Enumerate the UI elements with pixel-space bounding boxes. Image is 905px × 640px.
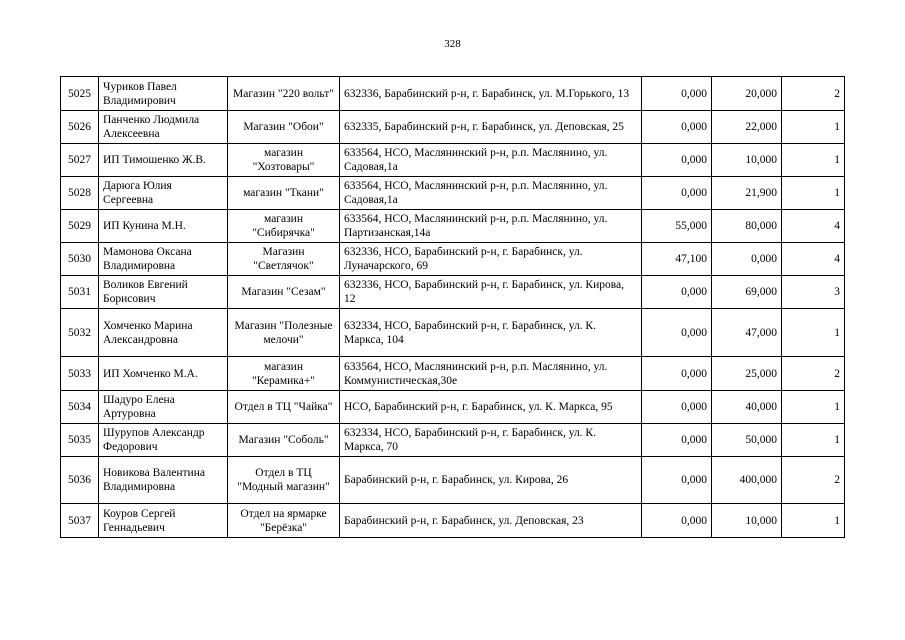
- page-number: 328: [444, 38, 461, 50]
- table-row: [61, 391, 845, 424]
- table-row: [61, 210, 845, 243]
- row-id: 5027: [61, 144, 99, 177]
- shop-name: магазин "Сибирячка": [228, 210, 340, 243]
- count: 2: [782, 457, 845, 504]
- shop-address: 632334, НСО, Барабинский р-н, г. Барабинск, ул. К. Маркса, 70: [340, 424, 642, 457]
- owner-name: ИП Тимошенко Ж.В.: [99, 144, 228, 177]
- value-1: 0,000: [642, 504, 712, 538]
- value-1: 55,000: [642, 210, 712, 243]
- shop-name: магазин "Хозтовары": [228, 144, 340, 177]
- shop-name: Отдел в ТЦ "Чайка": [228, 391, 340, 424]
- owner-name: Дарюга Юлия Сергеевна: [99, 177, 228, 210]
- shop-address: 632336, НСО, Барабинский р-н, г. Барабинск, ул. Луначарского, 69: [340, 243, 642, 276]
- count: 1: [782, 111, 845, 144]
- shop-name: Магазин "Соболь": [228, 424, 340, 457]
- registry-table-body: [61, 77, 845, 538]
- shop-address: Барабинский р-н, г. Барабинск, ул. Деповская, 23: [340, 504, 642, 538]
- shop-name: Магазин "Полезные мелочи": [228, 309, 340, 357]
- value-2: 47,000: [712, 309, 782, 357]
- owner-name: Коуров Сергей Геннадьевич: [99, 504, 228, 538]
- count: 2: [782, 77, 845, 111]
- value-1: 47,100: [642, 243, 712, 276]
- shop-name: магазин "Керамика+": [228, 357, 340, 391]
- owner-name: ИП Хомченко М.А.: [99, 357, 228, 391]
- value-2: 400,000: [712, 457, 782, 504]
- table-row: [61, 309, 845, 357]
- shop-address: Барабинский р-н, г. Барабинск, ул. Кирова, 26: [340, 457, 642, 504]
- table-row: [61, 276, 845, 309]
- shop-name: Магазин "Сезам": [228, 276, 340, 309]
- row-id: 5033: [61, 357, 99, 391]
- row-id: 5032: [61, 309, 99, 357]
- row-id: 5037: [61, 504, 99, 538]
- value-1: 0,000: [642, 391, 712, 424]
- table-row: [61, 424, 845, 457]
- value-2: 25,000: [712, 357, 782, 391]
- row-id: 5031: [61, 276, 99, 309]
- table-row: [61, 77, 845, 111]
- table-row: [61, 144, 845, 177]
- row-id: 5025: [61, 77, 99, 111]
- shop-name: Магазин "220 вольт": [228, 77, 340, 111]
- value-1: 0,000: [642, 424, 712, 457]
- owner-name: Шурупов Александр Федорович: [99, 424, 228, 457]
- table-row: [61, 504, 845, 538]
- table-row: [61, 357, 845, 391]
- value-2: 40,000: [712, 391, 782, 424]
- value-2: 80,000: [712, 210, 782, 243]
- owner-name: ИП Кунина М.Н.: [99, 210, 228, 243]
- shop-name: Отдел в ТЦ "Модный магазин": [228, 457, 340, 504]
- value-1: 0,000: [642, 77, 712, 111]
- count: 1: [782, 504, 845, 538]
- count: 4: [782, 243, 845, 276]
- value-1: 0,000: [642, 276, 712, 309]
- count: 4: [782, 210, 845, 243]
- owner-name: Новикова Валентина Владимировна: [99, 457, 228, 504]
- value-2: 22,000: [712, 111, 782, 144]
- value-1: 0,000: [642, 144, 712, 177]
- value-2: 50,000: [712, 424, 782, 457]
- count: 1: [782, 177, 845, 210]
- count: 2: [782, 357, 845, 391]
- shop-address: 632336, НСО, Барабинский р-н, г. Барабинск, ул. Кирова, 12: [340, 276, 642, 309]
- row-id: 5029: [61, 210, 99, 243]
- row-id: 5030: [61, 243, 99, 276]
- shop-address: 633564, НСО, Маслянинский р-н, р.п. Маслянино, ул. Садовая,1а: [340, 177, 642, 210]
- value-2: 21,900: [712, 177, 782, 210]
- table-row: [61, 111, 845, 144]
- value-1: 0,000: [642, 111, 712, 144]
- table-row: [61, 457, 845, 504]
- owner-name: Воликов Евгений Борисович: [99, 276, 228, 309]
- row-id: 5028: [61, 177, 99, 210]
- shop-address: 633564, НСО, Маслянинский р-н, р.п. Маслянино, ул. Коммунистическая,30е: [340, 357, 642, 391]
- shop-name: Магазин "Светлячок": [228, 243, 340, 276]
- value-2: 10,000: [712, 144, 782, 177]
- value-1: 0,000: [642, 309, 712, 357]
- shop-address: 632334, НСО, Барабинский р-н, г. Барабинск, ул. К. Маркса, 104: [340, 309, 642, 357]
- count: 1: [782, 144, 845, 177]
- value-2: 0,000: [712, 243, 782, 276]
- count: 3: [782, 276, 845, 309]
- shop-address: 632335, Барабинский р-н, г. Барабинск, ул. Деповская, 25: [340, 111, 642, 144]
- owner-name: Шадуро Елена Артуровна: [99, 391, 228, 424]
- count: 1: [782, 309, 845, 357]
- row-id: 5035: [61, 424, 99, 457]
- row-id: 5026: [61, 111, 99, 144]
- shop-name: магазин "Ткани": [228, 177, 340, 210]
- owner-name: Мамонова Оксана Владимировна: [99, 243, 228, 276]
- shop-address: 633564, НСО, Маслянинский р-н, р.п. Маслянино, ул. Партизанская,14а: [340, 210, 642, 243]
- value-2: 69,000: [712, 276, 782, 309]
- row-id: 5036: [61, 457, 99, 504]
- shop-name: Магазин "Обои": [228, 111, 340, 144]
- value-1: 0,000: [642, 357, 712, 391]
- shop-address: 632336, Барабинский р-н, г. Барабинск, ул. М.Горького, 13: [340, 77, 642, 111]
- value-1: 0,000: [642, 177, 712, 210]
- value-1: 0,000: [642, 457, 712, 504]
- owner-name: Чуриков Павел Владимирович: [99, 77, 228, 111]
- owner-name: Панченко Людмила Алексеевна: [99, 111, 228, 144]
- owner-name: Хомченко Марина Александровна: [99, 309, 228, 357]
- value-2: 20,000: [712, 77, 782, 111]
- table-row: [61, 177, 845, 210]
- row-id: 5034: [61, 391, 99, 424]
- registry-table: [60, 76, 845, 538]
- shop-name: Отдел на ярмарке "Берёзка": [228, 504, 340, 538]
- shop-address: НСО, Барабинский р-н, г. Барабинск, ул. К. Маркса, 95: [340, 391, 642, 424]
- table-row: [61, 243, 845, 276]
- count: 1: [782, 424, 845, 457]
- shop-address: 633564, НСО, Маслянинский р-н, р.п. Маслянино, ул. Садовая,1а: [340, 144, 642, 177]
- count: 1: [782, 391, 845, 424]
- value-2: 10,000: [712, 504, 782, 538]
